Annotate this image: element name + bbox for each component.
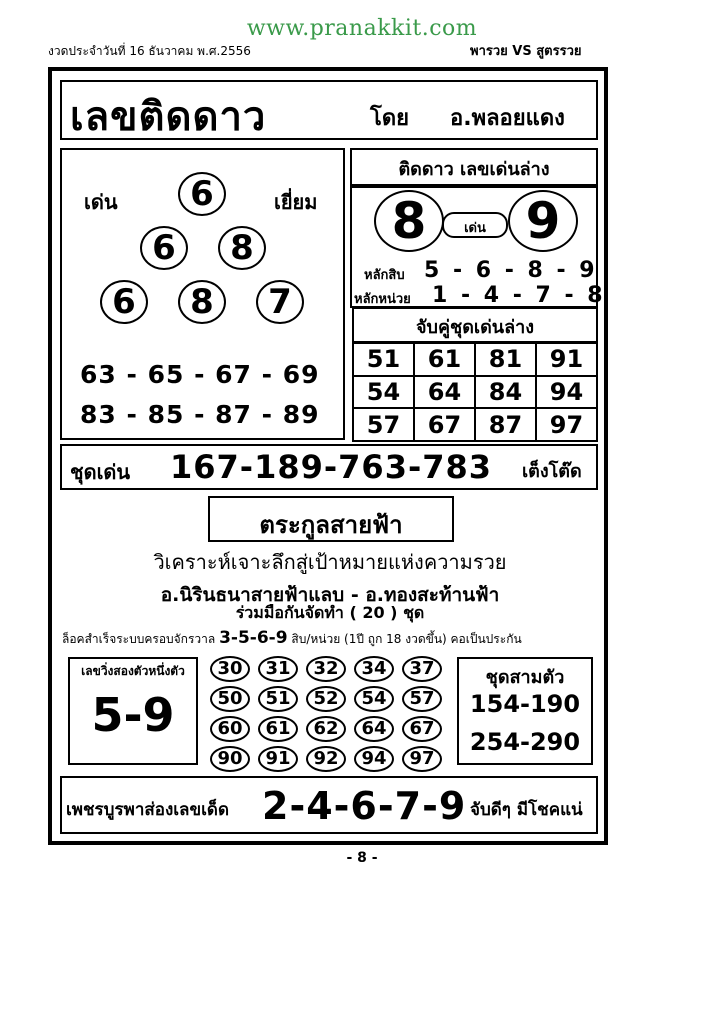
together-line: ร่วมมือกันจัดทำ ( 20 ) ชุด bbox=[235, 603, 425, 622]
tens-digits: 5 - 6 - 8 - 9 bbox=[424, 258, 598, 283]
tens-label: หลักสิบ bbox=[364, 268, 405, 283]
success-line bbox=[62, 628, 602, 649]
oval-number: 61 bbox=[258, 716, 298, 742]
grid-cell: 97 bbox=[536, 408, 597, 441]
oval-number: 92 bbox=[306, 746, 346, 772]
grid-cell: 91 bbox=[536, 343, 597, 376]
lead-set-label: ชุดเด่น bbox=[70, 460, 131, 484]
lead-label: เด่น bbox=[84, 190, 118, 214]
number-circle: 8 bbox=[178, 280, 226, 324]
lead-set-numbers: 167-189-763-783 bbox=[170, 448, 493, 486]
units-digits: 1 - 4 - 7 - 8 bbox=[432, 283, 606, 308]
by-label: โดย bbox=[370, 106, 409, 131]
bottom-label: เพชรบูรพาส่องเลขเด็ด bbox=[66, 800, 229, 820]
oval-number: 57 bbox=[402, 686, 442, 712]
grid-cell: 67 bbox=[414, 408, 475, 441]
page-title: เลขติดดาว bbox=[70, 94, 267, 140]
pairs-row: 83 - 85 - 87 - 89 bbox=[80, 400, 320, 429]
number-circle: 6 bbox=[100, 280, 148, 324]
author-name: อ.พลอยแดง bbox=[450, 106, 565, 131]
oval-number: 67 bbox=[402, 716, 442, 742]
number-circle: 7 bbox=[256, 280, 304, 324]
number-circle: 8 bbox=[218, 226, 266, 270]
three-digit-row: 254-290 bbox=[469, 728, 581, 756]
oval-number: 62 bbox=[306, 716, 346, 742]
grid-cell: 54 bbox=[353, 376, 414, 409]
success-prefix: ล็อคสำเร็จระบบครอบจักรวาล bbox=[62, 632, 216, 646]
pair-title: จับคู่ชุดเด่นล่าง bbox=[416, 317, 534, 338]
oval-number: 51 bbox=[258, 686, 298, 712]
three-digit-row: 154-190 bbox=[469, 690, 581, 718]
grid-cell: 94 bbox=[536, 376, 597, 409]
oval-number: 94 bbox=[354, 746, 394, 772]
oval-number: 34 bbox=[354, 656, 394, 682]
grid-cell: 81 bbox=[475, 343, 536, 376]
grid-cell: 87 bbox=[475, 408, 536, 441]
oval-number: 54 bbox=[354, 686, 394, 712]
oval-number: 52 bbox=[306, 686, 346, 712]
success-digits: 3-5-6-9 bbox=[219, 628, 288, 648]
oval-number: 50 bbox=[210, 686, 250, 712]
pairs-row: 63 - 65 - 67 - 69 bbox=[80, 360, 320, 389]
page-number: - 8 - bbox=[346, 850, 378, 866]
oval-number: 90 bbox=[210, 746, 250, 772]
bottom-lead-title: ติดดาว เลขเด่นล่าง bbox=[398, 159, 550, 180]
pair-grid bbox=[352, 342, 598, 442]
section-title: ตระกูลสายฟ้า bbox=[259, 511, 403, 539]
number-circle: 6 bbox=[178, 172, 226, 216]
success-suffix: สิบ/หน่วย (1ปี ถูก 18 งวดขึ้น) คอเป็นประกัน bbox=[291, 632, 522, 646]
oval-number: 91 bbox=[258, 746, 298, 772]
three-digit-label: ชุดสามตัว bbox=[485, 667, 565, 688]
publication-name: พารวย VS สูตรรวย bbox=[470, 44, 582, 59]
oval-number: 37 bbox=[402, 656, 442, 682]
site-watermark: www.pranakkit.com bbox=[246, 16, 478, 41]
analysis-line: วิเคราะห์เจาะลึกสู่เป้าหมายแห่งความรวย bbox=[153, 550, 507, 574]
bottom-tail: จับดีๆ มีโชคแน่ bbox=[470, 800, 583, 820]
big-number-circle: 8 bbox=[374, 190, 444, 252]
big-number-circle: 9 bbox=[508, 190, 578, 252]
oval-number: 97 bbox=[402, 746, 442, 772]
grid-cell: 84 bbox=[475, 376, 536, 409]
units-label: หลักหน่วย bbox=[354, 292, 411, 307]
lead-pill-label: เด่น bbox=[464, 221, 486, 236]
great-label: เยี่ยม bbox=[274, 190, 318, 214]
oval-number: 64 bbox=[354, 716, 394, 742]
bottom-numbers: 2-4-6-7-9 bbox=[262, 784, 467, 828]
grid-cell: 61 bbox=[414, 343, 475, 376]
authors-line: อ.นิรินธนาสายฟ้าแลบ - อ.ทองสะท้านฟ้า bbox=[160, 584, 500, 606]
grid-cell: 51 bbox=[353, 343, 414, 376]
oval-number: 30 bbox=[210, 656, 250, 682]
lead-set-tail: เต็งโต๊ด bbox=[522, 461, 582, 482]
oval-number: 32 bbox=[306, 656, 346, 682]
number-circle: 6 bbox=[140, 226, 188, 270]
two-digit-label: เลขวิ่งสองตัวหนึ่งตัว bbox=[81, 664, 185, 678]
two-digit-numbers: 5-9 bbox=[91, 688, 175, 742]
issue-date: งวดประจำวันที่ 16 ธันวาคม พ.ศ.2556 bbox=[48, 44, 251, 58]
grid-cell: 57 bbox=[353, 408, 414, 441]
oval-number: 31 bbox=[258, 656, 298, 682]
oval-number: 60 bbox=[210, 716, 250, 742]
grid-cell: 64 bbox=[414, 376, 475, 409]
